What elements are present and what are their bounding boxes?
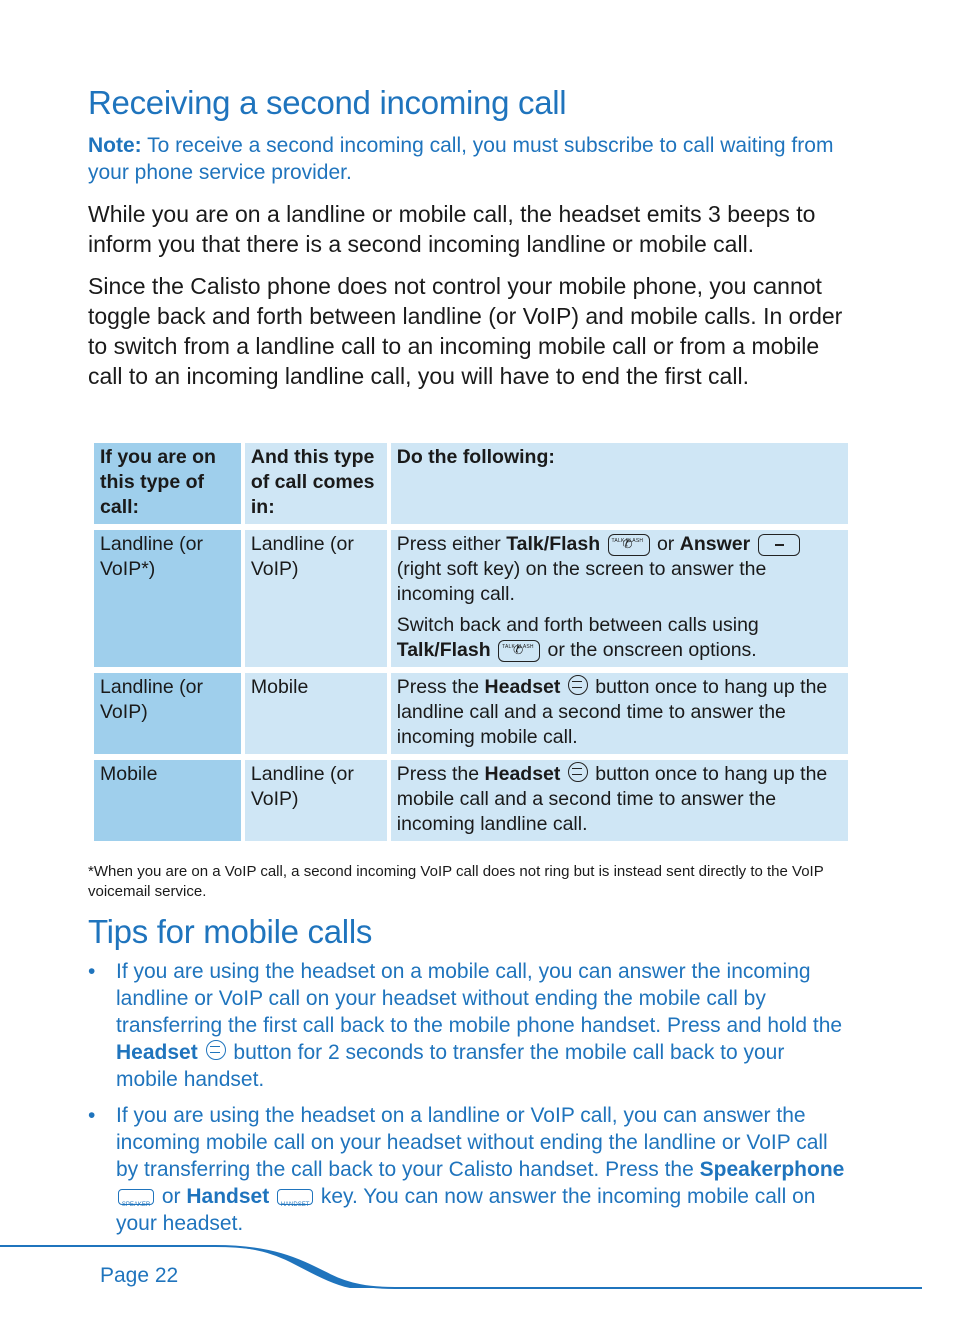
text: (right soft key) on the screen to answer the incoming call. xyxy=(396,558,767,605)
headset-button-icon xyxy=(568,675,588,695)
row3-incoming: Landline (or VoIP) xyxy=(245,760,387,841)
footnote: *When you are on a VoIP call, a second incoming VoIP call does not ring but is instead sent directly to the VoIP voicemail service. xyxy=(88,863,824,900)
call-table xyxy=(90,437,852,847)
text: Switch back and forth between calls using xyxy=(396,614,759,636)
headset-button-icon xyxy=(206,1040,226,1060)
talk-flash-label: Talk/Flash xyxy=(396,639,491,661)
header-incoming-call: And this type of call comes in: xyxy=(245,443,387,524)
row3-action xyxy=(391,760,848,841)
talk-flash-key-icon xyxy=(498,640,540,662)
row1-incoming: Landline (or VoIP) xyxy=(245,530,387,667)
tips-list xyxy=(88,958,848,1246)
row1-action-p2 xyxy=(397,613,842,663)
text: Press either xyxy=(396,533,507,555)
text: If you are using the headset on a landline or VoIP call, you can answer the incoming mobile call on your headset without ending the landline or VoIP call by transferring the call back to your Calisto handset. Press the xyxy=(116,1104,828,1181)
answer-label: Answer xyxy=(679,533,751,555)
row3-current: Mobile xyxy=(94,760,241,841)
note-text: To receive a second incoming call, you must subscribe to call waiting from your phone service provider. xyxy=(88,134,834,184)
soft-key-icon xyxy=(758,534,800,556)
table-header-row xyxy=(94,443,848,524)
speakerphone-label: Speakerphone xyxy=(699,1158,845,1181)
text: Press the xyxy=(396,676,485,698)
talk-flash-label: Talk/Flash xyxy=(506,533,601,555)
headset-label: Headset xyxy=(484,676,561,698)
handset-key-icon xyxy=(277,1189,313,1205)
text: If you are using the headset on a mobile call, you can answer the incoming landline or VoIP call on your headset without ending the mobile call by transferring the first call back to the mobile phone handset. Press and hold the xyxy=(116,960,843,1037)
row1-action-p1 xyxy=(397,532,842,607)
row2-incoming: Mobile xyxy=(245,673,387,754)
text: or the onscreen options. xyxy=(542,639,757,661)
text: button for 2 seconds to transfer the mobile call back to your mobile handset. xyxy=(116,1041,785,1091)
talk-flash-key-icon xyxy=(608,534,650,556)
table-row xyxy=(94,760,848,841)
text: or xyxy=(651,533,680,555)
note xyxy=(88,132,858,186)
note-label: Note: xyxy=(88,134,142,157)
heading-second-call: Receiving a second incoming call xyxy=(88,84,567,121)
text: Press the xyxy=(396,763,485,785)
headset-label: Headset xyxy=(484,763,561,785)
text: or xyxy=(156,1185,187,1208)
row1-action xyxy=(391,530,848,667)
header-action: Do the following: xyxy=(391,443,848,524)
headset-button-icon xyxy=(568,762,588,782)
list-item xyxy=(88,958,848,1093)
row2-current: Landline (or VoIP) xyxy=(94,673,241,754)
heading-tips: Tips for mobile calls xyxy=(88,913,373,950)
paragraph-beeps: While you are on a landline or mobile call, the headset emits 3 beeps to inform you that there is a second incoming landline or mobile call. xyxy=(88,201,816,257)
table-row xyxy=(94,673,848,754)
text: key. You can now answer the incoming mobile call on your headset. xyxy=(116,1185,816,1235)
page-number: Page 22 xyxy=(100,1264,179,1287)
row1-current: Landline (or VoIP*) xyxy=(94,530,241,667)
speaker-key-icon xyxy=(118,1189,154,1205)
text: button once to hang up the landline call and a second time to answer the incoming mobile call. xyxy=(396,676,828,748)
header-current-call: If you are on this type of call: xyxy=(94,443,241,524)
row2-action xyxy=(391,673,848,754)
handset-label: Handset xyxy=(186,1185,270,1208)
paragraph-toggle: Since the Calisto phone does not control your mobile phone, you cannot toggle back and forth between landline (or VoIP) and mobile calls. In order to switch from a landline call to an incoming mobile call or from a mobile call to an incoming landline call, you will have to end the first call. xyxy=(88,273,843,389)
headset-label: Headset xyxy=(116,1041,198,1064)
list-item xyxy=(88,1102,848,1237)
text: button once to hang up the mobile call and a second time to answer the incoming landline call. xyxy=(396,763,828,835)
table-row xyxy=(94,530,848,667)
